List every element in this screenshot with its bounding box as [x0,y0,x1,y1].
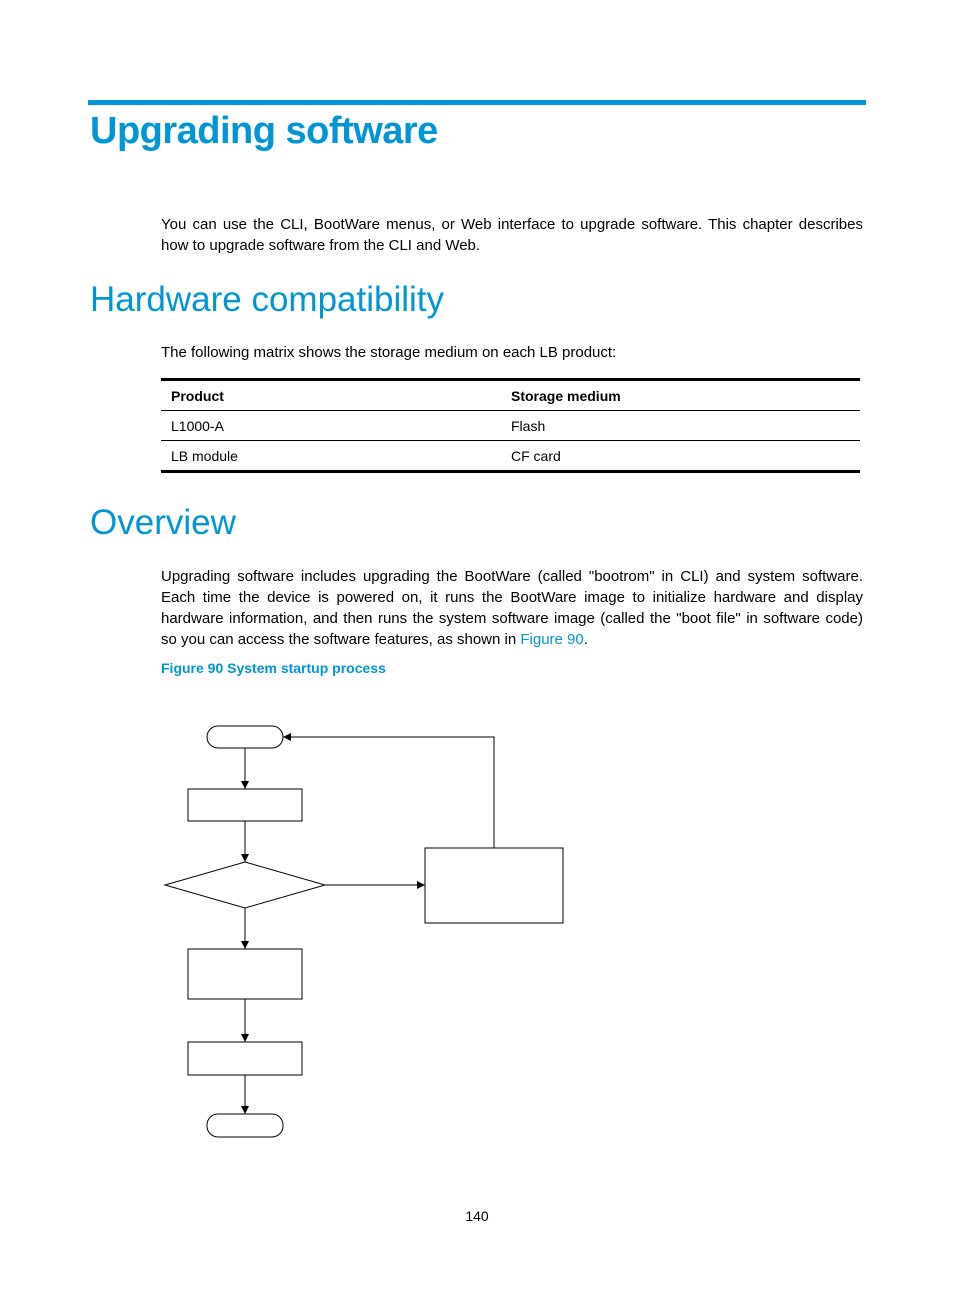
flow-process-box-1 [188,789,302,821]
flow-decision-diamond [165,862,325,908]
page-number: 140 [465,1208,489,1224]
flow-process-box-side [425,848,563,923]
overview-heading: Overview [90,503,236,542]
flow-start-terminal [207,726,283,748]
table-cell-storage: CF card [501,441,860,472]
chapter-title: Upgrading software [90,110,438,152]
flow-end-terminal [207,1114,283,1137]
flow-arrow-side-to-start [283,737,494,848]
flow-process-box-3 [188,1042,302,1075]
table-header-storage-medium: Storage medium [501,380,860,411]
table-cell-storage: Flash [501,411,860,441]
flow-process-box-2 [188,949,302,999]
overview-text-end: . [583,631,588,648]
table-header-product: Product [161,380,501,411]
figure-90-link[interactable]: Figure 90 [520,631,584,648]
figure-caption: Figure 90 System startup process [161,660,386,676]
intro-paragraph: You can use the CLI, BootWare menus, or Web interface to upgrade software. This chapter describes how to upgrade software from the CLI and Web. [161,216,863,254]
table-cell-product: L1000-A [161,411,501,441]
table-cell-product: LB module [161,441,501,472]
hardware-compatibility-heading: Hardware compatibility [90,280,445,319]
overview-text-start: Upgrading software includes upgrading the BootWare (called "bootrom" in CLI) and system software. Each time the device is powered on, it runs the BootWare image to initialize hardware and display hardware information, and then runs the system software image (called the "boot file" in software code) so you can access the software features, as shown in [161,568,863,648]
hardware-lead-paragraph: The following matrix shows the storage medium on each LB product: [161,344,617,361]
